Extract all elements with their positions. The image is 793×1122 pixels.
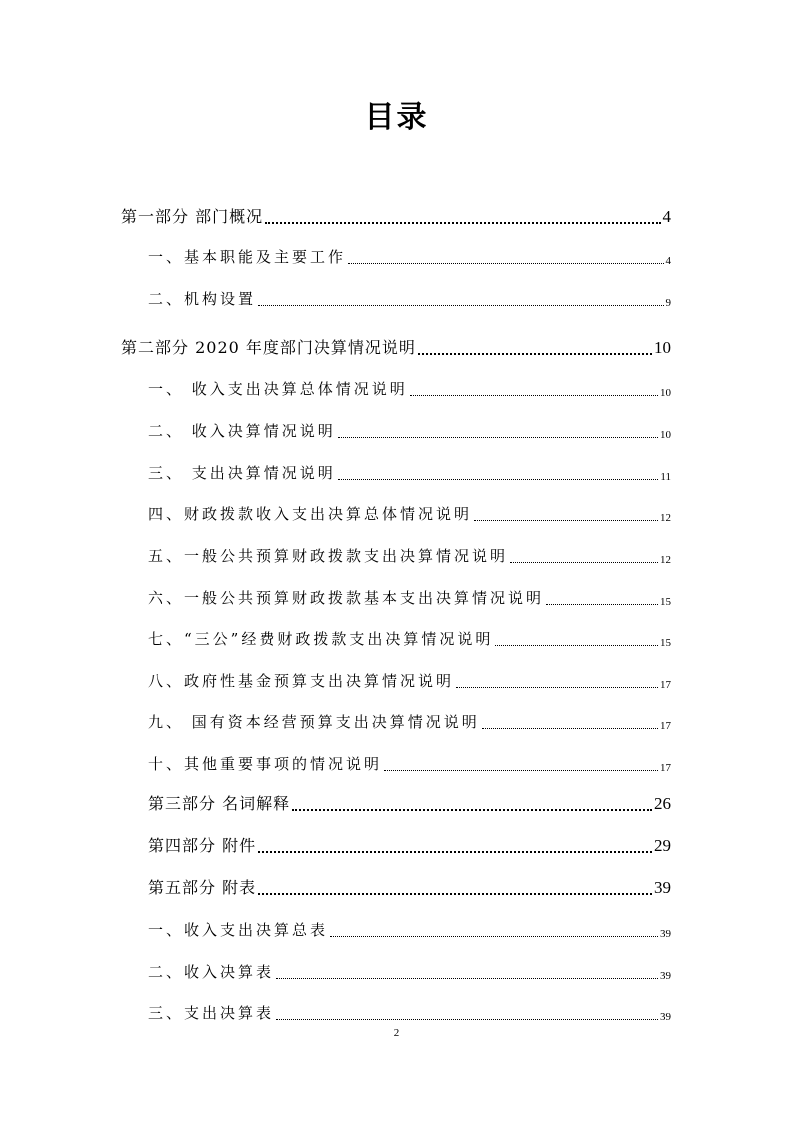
toc-dot-leader [276, 967, 658, 982]
toc-entry[interactable] [148, 378, 671, 399]
toc-entry-page: 39 [660, 928, 671, 940]
toc-entry[interactable] [121, 204, 671, 227]
toc-entry-label: 十、其他重要事项的情况说明 [148, 755, 383, 773]
toc-entry-label: 第三部分 名词解释 [148, 794, 291, 813]
toc-dot-leader [495, 634, 658, 649]
toc-entry-label: 二、 收入决算情况说明 [148, 422, 336, 440]
toc-entry[interactable] [148, 420, 671, 441]
toc-entry[interactable] [148, 753, 671, 774]
toc-entry-label: 三、支出决算表 [148, 1004, 275, 1022]
toc-dot-leader [510, 551, 658, 566]
toc-entry-page: 29 [654, 836, 671, 855]
toc-entry-page: 39 [660, 970, 671, 982]
toc-entry-label: 第二部分 2020 年度部门决算情况说明 [121, 338, 416, 357]
toc-entry-page: 26 [654, 794, 671, 813]
toc-dot-leader [258, 294, 663, 309]
toc-entry-page: 17 [660, 720, 671, 732]
toc-entry-label: 七、“三公”经费财政拨款支出决算情况说明 [148, 630, 494, 648]
toc-entry[interactable] [148, 1002, 671, 1023]
toc-dot-leader [265, 211, 660, 227]
toc-entry-label: 第五部分 附表 [148, 878, 257, 897]
toc-dot-leader [456, 676, 658, 691]
toc-entry-page: 9 [665, 297, 671, 309]
toc-entry-label: 四、财政拨款收入支出决算总体情况说明 [148, 505, 473, 523]
toc-dot-leader [258, 840, 652, 856]
toc-entry[interactable] [148, 919, 671, 940]
toc-dot-leader [338, 468, 659, 483]
toc-entry-page: 10 [654, 338, 671, 357]
toc-entry-page: 11 [660, 471, 671, 483]
toc-entry-label: 第一部分 部门概况 [121, 207, 264, 226]
toc-entry-page: 39 [660, 1011, 671, 1023]
toc-entry-label: 六、一般公共预算财政拨款基本支出决算情况说明 [148, 589, 545, 607]
toc-dot-leader [348, 252, 663, 267]
toc-dot-leader [338, 426, 658, 441]
toc-entry[interactable] [148, 875, 671, 898]
toc-entry-page: 39 [654, 878, 671, 897]
toc-entry-page: 12 [660, 554, 671, 566]
toc-entry[interactable] [148, 833, 671, 856]
toc-entry-label: 五、一般公共预算财政拨款支出决算情况说明 [148, 547, 509, 565]
toc-entry-page: 17 [660, 679, 671, 691]
toc-entry-page: 12 [660, 512, 671, 524]
toc-entry[interactable] [148, 628, 671, 649]
toc-entry-page: 10 [660, 387, 671, 399]
toc-entry-page: 4 [665, 255, 671, 267]
toc-dot-leader [276, 1008, 658, 1023]
toc-entry-page: 15 [660, 637, 671, 649]
toc-entry[interactable] [148, 288, 671, 309]
toc-entry-label: 八、政府性基金预算支出决算情况说明 [148, 672, 455, 690]
toc-entry-label: 一、 收入支出决算总体情况说明 [148, 380, 408, 398]
toc-dot-leader [292, 798, 652, 814]
toc-entry[interactable] [148, 545, 671, 566]
toc-entry[interactable] [148, 711, 671, 732]
toc-dot-leader [474, 509, 658, 524]
toc-entry-page: 15 [660, 596, 671, 608]
toc-dot-leader [418, 342, 652, 358]
toc-entry-label: 三、 支出决算情况说明 [148, 464, 336, 482]
toc-entry-label: 一、收入支出决算总表 [148, 921, 329, 939]
toc-dot-leader [330, 925, 658, 940]
toc-dot-leader [546, 593, 658, 608]
toc-entry[interactable] [148, 587, 671, 608]
toc-entry[interactable] [148, 791, 671, 814]
toc-dot-leader [482, 717, 658, 732]
toc-dot-leader [410, 384, 658, 399]
toc-entry[interactable] [121, 335, 671, 358]
toc-entry-label: 二、收入决算表 [148, 963, 275, 981]
toc-entry[interactable] [148, 961, 671, 982]
toc-entry[interactable] [148, 670, 671, 691]
toc-entry-label: 二、机构设置 [148, 290, 257, 308]
toc-entry-page: 17 [660, 762, 671, 774]
toc-entry-label: 一、基本职能及主要工作 [148, 248, 347, 266]
page-number: 2 [393, 1027, 400, 1039]
toc-entry[interactable] [148, 246, 671, 267]
toc-entry-page: 4 [662, 207, 671, 226]
page-title: 目录 [364, 100, 429, 135]
toc-dot-leader [258, 882, 652, 898]
toc-entry-label: 九、 国有资本经营预算支出决算情况说明 [148, 713, 480, 731]
toc-entry-page: 10 [660, 429, 671, 441]
toc-entry-label: 第四部分 附件 [148, 836, 257, 855]
toc-entry[interactable] [148, 503, 671, 524]
toc-entry[interactable] [148, 462, 671, 483]
toc-dot-leader [384, 759, 658, 774]
